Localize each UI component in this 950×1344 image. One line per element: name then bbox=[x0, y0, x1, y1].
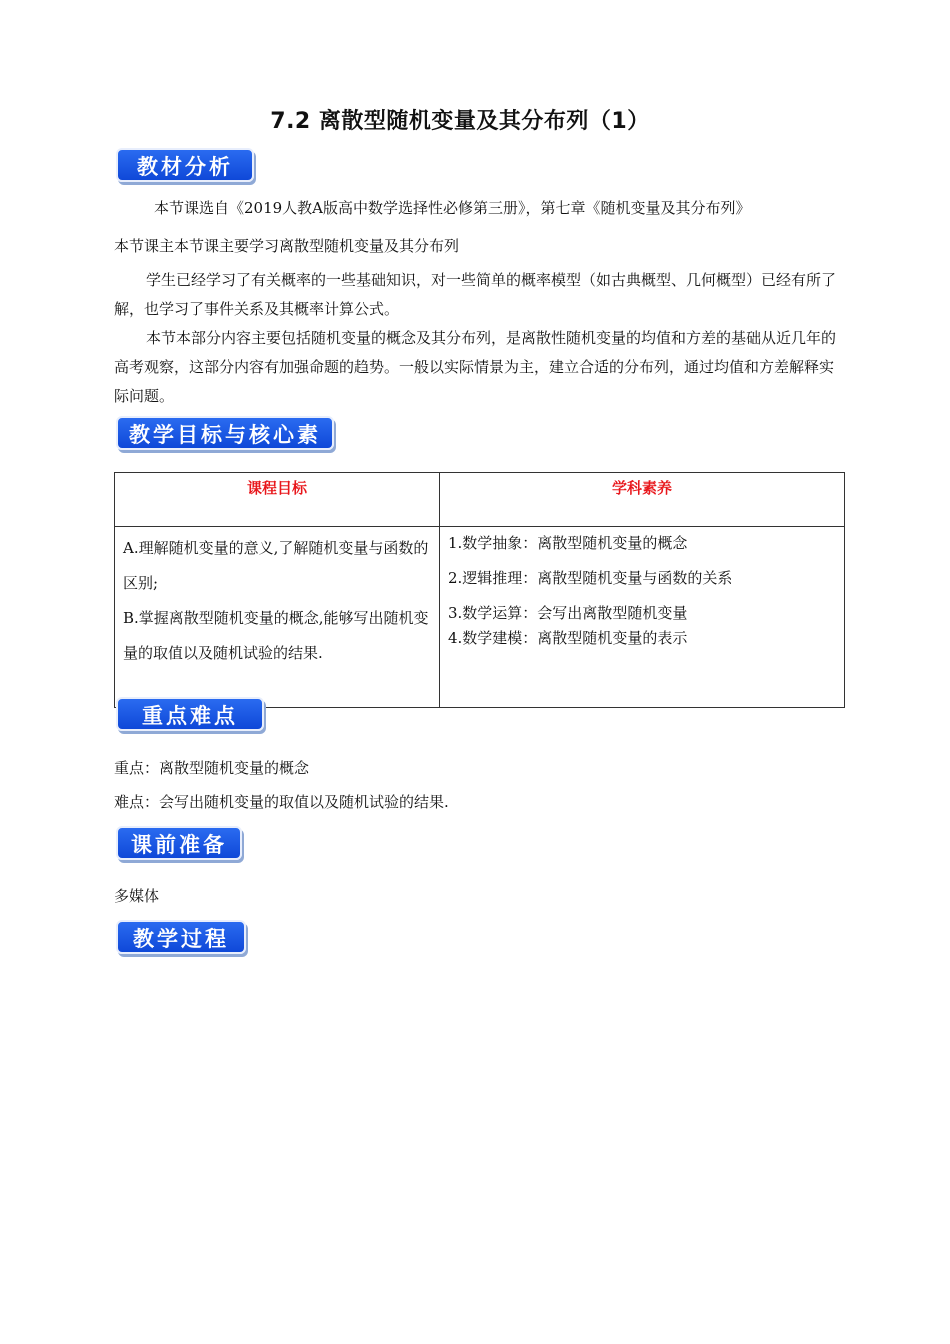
goals-table-body-row bbox=[115, 527, 845, 708]
section-badge-key-points: 重点难点 bbox=[116, 697, 264, 731]
goals-table bbox=[114, 472, 845, 708]
textbook-paragraph-4: 本节本部分内容主要包括随机变量的概念及其分布列，是离散性随机变量的均值和方差的基础从近几年的高考观察，这部分内容有加强命题的趋势。一般以实际情景为主，建立合适的分布列，通过均值和方差解释实际问题。 bbox=[114, 329, 837, 405]
section-badge-process: 教学过程 bbox=[116, 920, 246, 954]
section-badge-goals: 教学目标与核心素养 bbox=[116, 416, 334, 450]
section-badge-textbook-analysis: 教材分析 bbox=[116, 148, 254, 182]
course-goal-a: A.理解随机变量的意义,了解随机变量与函数的区别; bbox=[123, 539, 429, 592]
literacy-item-1: 1.数学抽象：离散型随机变量的概念 bbox=[448, 534, 688, 552]
preparation-text: 多媒体 bbox=[114, 887, 160, 905]
literacy-item-4: 4.数学建模：离散型随机变量的表示 bbox=[448, 629, 688, 647]
course-goals-cell bbox=[115, 527, 440, 708]
textbook-paragraph-1: 本节课选自《2019人教A版高中数学选择性必修第三册》，第七章《随机变量及其分布列》 bbox=[154, 199, 751, 217]
subject-literacy-cell bbox=[440, 527, 845, 708]
course-goal-b: B.掌握离散型随机变量的概念,能够写出随机变量的取值以及随机试验的结果. bbox=[123, 609, 429, 662]
goals-table-header-row bbox=[115, 473, 845, 527]
page-title: 7.2 离散型随机变量及其分布列（1） bbox=[270, 109, 650, 134]
header-course-goals: 课程目标 bbox=[115, 473, 440, 527]
header-subject-literacy: 学科素养 bbox=[440, 473, 845, 527]
literacy-item-3: 3.数学运算：会写出离散型随机变量 bbox=[448, 604, 688, 622]
textbook-paragraph-2: 本节课主本节课主要学习离散型随机变量及其分布列 bbox=[114, 237, 460, 255]
literacy-item-2: 2.逻辑推理：离散型随机变量与函数的关系 bbox=[448, 569, 733, 587]
textbook-paragraph-3: 学生已经学习了有关概率的一些基础知识，对一些简单的概率模型（如古典概型、几何概型）已经有所了解，也学习了事件关系及其概率计算公式。 bbox=[114, 271, 837, 318]
difficulty-text: 难点：会写出随机变量的取值以及随机试验的结果. bbox=[114, 793, 449, 811]
key-point-text: 重点：离散型随机变量的概念 bbox=[114, 759, 310, 777]
section-badge-preparation: 课前准备 bbox=[116, 826, 242, 860]
